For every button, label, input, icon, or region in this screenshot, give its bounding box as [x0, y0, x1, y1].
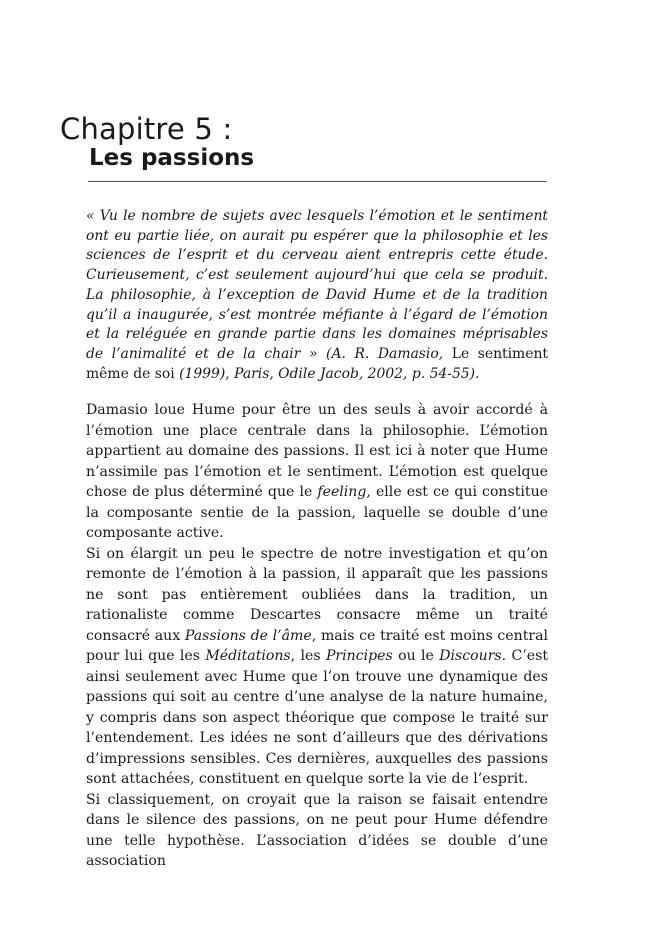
chapter-title: Les passions	[89, 145, 255, 171]
epigraph-quote	[86, 207, 548, 384]
paragraph-2-text-d: ou le	[392, 648, 440, 664]
epigraph-citation-rest: (1999), Paris, Odile Jacob, 2002, p. 54-55).	[174, 365, 480, 382]
paragraph-2-emphasis-3: Principes	[325, 648, 393, 664]
paragraph-1-text: Damasio loue Hume pour être un des seuls à avoir accordé à l’émotion une place centrale dans la philosophie. L’émotion appartient au domaine des passions. Il est ici à noter que Hume n’assimile pas l’émotion et le sentiment. L’émotion est quelque chose de plus déterminé que le	[86, 402, 548, 500]
title-divider	[88, 181, 547, 182]
paragraph-2-text-e: . C’est ainsi seulement avec Hume que l’on trouve une dynamique des passions qui soit au centre d’une analyse de la nature humaine, y compris dans son aspect théorique que compose le traité sur l’entendement. Les idées ne sont d’ailleurs que des dérivations d’impressions sensibles. Ces dernières, auxquelles des passions sont attachées, constituent en quelque sorte la vie de l’esprit.	[86, 648, 548, 787]
paragraph-1-emphasis: feeling	[317, 484, 367, 500]
paragraph-1	[86, 400, 548, 544]
body-text	[86, 400, 548, 872]
paragraph-2-text-b: , mais ce traité est moins central pour lui que les	[86, 627, 549, 664]
chapter-label: Chapitre 5 :	[60, 112, 233, 146]
epigraph-text: « Vu le nombre de sujets avec lesquels l’émotion et le sentiment ont eu partie liée, on aurait pu espérer que la philosophie et les sciences de l’esprit et du cerveau aient entrepris cette étude. Curieusement, c’est seulement aujourd’hui que cela se produit. La philosophie, à l’exception de David Hume et de la tradition qu’il a inaugurée, s’est montrée méfiante à l’égard de l’émotion et la reléguée en grande partie dans les domaines méprisables de l’animalité et de la chair »	[86, 208, 548, 362]
paragraph-2-emphasis-1: Passions de l’âme	[184, 627, 312, 644]
paragraph-3: Si classiquement, on croyait que la raison se faisait entendre dans le silence des passions, on ne peut pour Hume défendre une telle hypothèse. L’association d’idées se double d’une association	[86, 791, 548, 869]
paragraph-2-text-a: Si on élargit un peu le spectre de notre investigation et qu’on remonte de l’émotion à la passion, il apparaît que les passions ne sont pas entièrement oubliées dans la tradition, un rationaliste comme Descartes consacre même un traité consacré aux	[86, 545, 548, 644]
paragraph-2-emphasis-4: Discours	[439, 648, 502, 664]
epigraph-citation-author: (A. R. Damasio,	[326, 345, 452, 362]
paragraph-2-emphasis-2: Méditations	[205, 648, 291, 664]
paragraph-2	[86, 544, 548, 790]
epigraph-citation-work: Le sentiment même de soi	[86, 345, 548, 382]
paragraph-2-text-c: , les	[290, 648, 326, 664]
paragraph-1-end: , elle est ce qui constitue la composante sentie de la passion, laquelle se double d’une composante active.	[86, 484, 548, 541]
